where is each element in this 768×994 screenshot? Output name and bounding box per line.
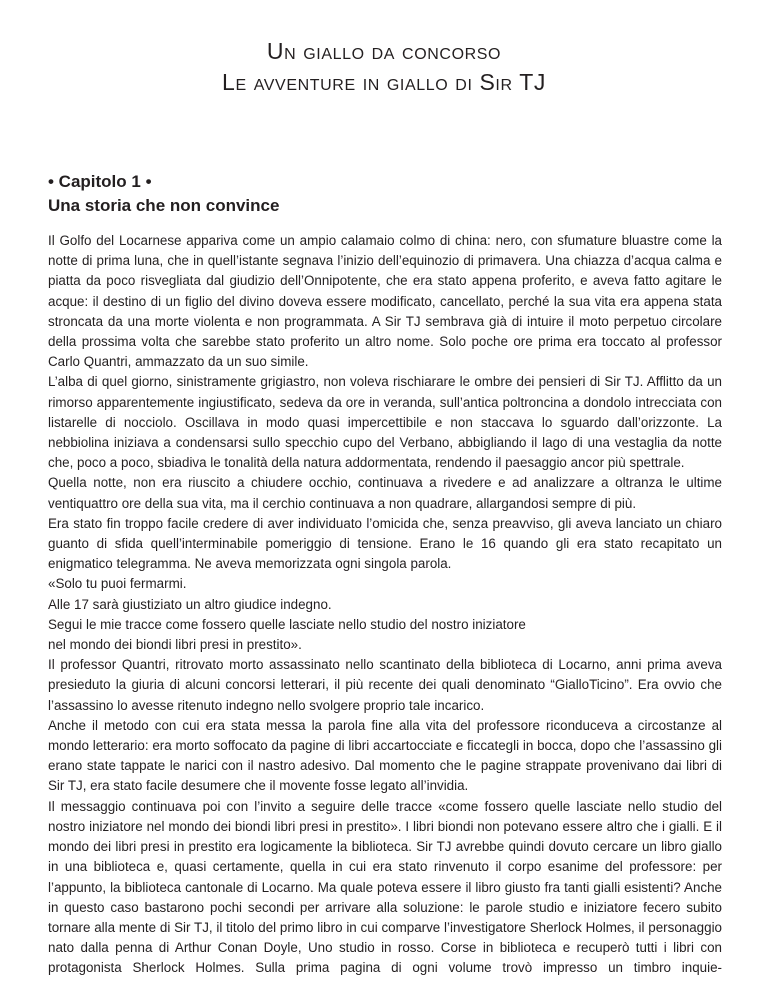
- telegram-line: Segui le mie tracce come fossero quelle lasciate nello studio del nostro iniziatore: [48, 616, 526, 632]
- paragraph: Il Golfo del Locarnese appariva come un ampio calamaio colmo di china: nero, con sfumature bluastre come la notte di prima luna, che in quell’istante segnava l’inizio dell’equinozio di primavera. Una chiazza d’acqua calma e piatta da poco risvegliata dal giudizio dell’Onnipotente, che era stato appena proferito, e aveva fatto agitare le acque: il destino di un figlio del divino doveva essere modificato, cancellato, perché la sua vita era appena stata stroncata da una morte violenta e non programmata. A Sir TJ sembrava già di intuire il moto perpetuo circolare della prossima volta che sarebbe stato proferito un altro nome. Solo poche ore prima era toccato al professor Carlo Quantri, ammazzato da un suo simile.: [48, 233, 722, 370]
- title-line-1: Un giallo da concorso: [266, 38, 502, 64]
- paragraph: Quella notte, non era riuscito a chiudere occhio, continuava a rivedere e ad analizzare a oltranza le ultime ventiquattro ore della sua vita, ma il cerchio continuava a non quadrare, allargandosi sempre di più.: [48, 475, 722, 511]
- paragraph: Il messaggio continuava poi con l’invito a seguire delle tracce «come fossero quelle lasciate nello studio del nostro iniziatore nel mondo dei biondi libri presi in prestito». I libri biondi non potevano essere altro che i gialli. E il mondo dei libri presi in prestito era logicamente la biblioteca. Sir TJ avrebbe quindi dovuto cercare un libro giallo in una biblioteca e, quasi certamente, quella in cui era stato rinvenuto il corpo esanime del professore: per l’appunto, la biblioteca cantonale di Locarno. Ma quale poteva essere il libro giusto fra tanti gialli esistenti? Anche in questo caso bastarono pochi secondi per arrivare alla soluzione: le parole studio e iniziatore fecero subito tornare alla mente di Sir TJ, il titolo del primo libro in cui comparve l’investigatore Sherlock Holmes, il personaggio nato dalla penna di Arthur Conan Doyle, Uno studio in rosso. Corse in biblioteca e recuperò tutti i libri con protagonista Sherlock Holmes. Sulla prima pagina di ogni volume trovò impresso un timbro inquie-: [48, 798, 722, 976]
- paragraph: Il professor Quantri, ritrovato morto assassinato nello scantinato della biblioteca di Locarno, anni prima aveva presieduto la giuria di alcuni concorsi letterari, il più recente dei quali denominato “GialloTicino”. Era ovvio che l’assassino lo avesse ritenuto indegno nello svolgere proprio tale incarico.: [48, 657, 722, 713]
- chapter-heading: [48, 170, 279, 218]
- paragraph: Anche il metodo con cui era stata messa la parola fine alla vita del professore riconduceva a circostanze al mondo letterario: era morto soffocato da pagine di libri accartocciate e ficcategli in bocca, dopo che l’assassino gli erano state tappate le narici con il nastro adesivo. Dal momento che le pagine strappate provenivano dai libri di Sir TJ, era stato facile desumere che il movente fosse legato all’invidia.: [48, 717, 722, 794]
- chapter-title: Una storia che non convince: [48, 196, 280, 215]
- body-text: [48, 231, 722, 979]
- paragraph: L’alba di quel giorno, sinistramente grigiastro, non voleva rischiarare le ombre dei pensieri di Sir TJ. Afflitto da un rimorso apparentemente ingiustificato, sedeva da ore in veranda, sull’antica poltroncina a dondolo intrecciata con listarelle di nocciolo. Oscillava in modo quasi impercettibile e non staccava lo sguardo dall’orizzonte. La nebbiolina iniziava a condensarsi sullo specchio cupo del Verbano, abbigliando il lago di una vestaglia da notte che, poco a poco, sbiadiva le tonalità della natura addormentata, rendendo il paesaggio ancor più spettrale.: [48, 374, 722, 471]
- paragraph: Era stato fin troppo facile credere di aver individuato l’omicida che, senza preavviso, gli aveva lanciato un chiaro guanto di sfida quell’interminabile pomeriggio di tensione. Erano le 16 quando gli era stato recapitato un enigmatico telegramma. Ne aveva memorizzata ogni singola parola.: [48, 515, 722, 572]
- document-title: [0, 36, 768, 98]
- telegram-line: «Solo tu puoi fermarmi.: [48, 576, 187, 592]
- chapter-number: • Capitolo 1 •: [48, 172, 152, 191]
- telegram-line: nel mondo dei biondi libri presi in prestito».: [48, 637, 302, 653]
- title-line-2: Le avventure in giallo di Sir TJ: [222, 69, 546, 95]
- telegram-line: Alle 17 sarà giustiziato un altro giudice indegno.: [48, 596, 332, 612]
